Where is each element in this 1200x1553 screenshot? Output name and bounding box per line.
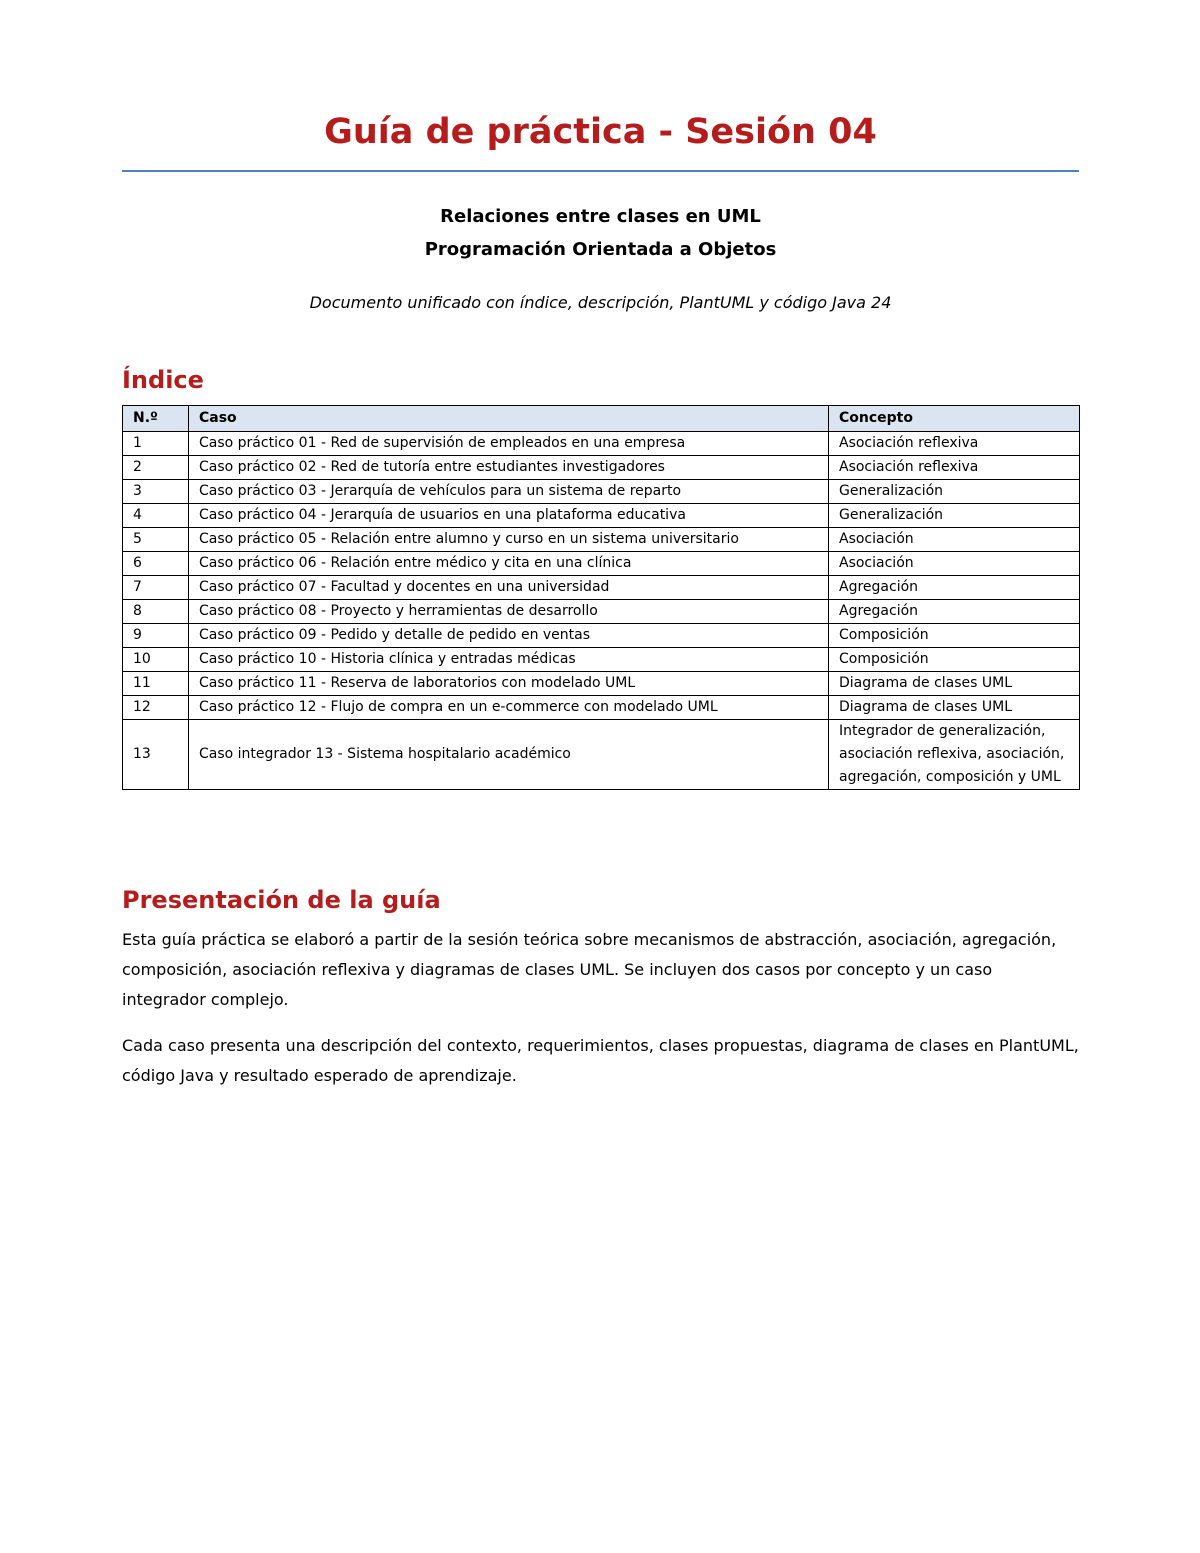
presentation-paragraph-1: Esta guía práctica se elaboró a partir de la sesión teórica sobre mecanismos de abstracción, asociación, agregación, composición, asociación reflexiva y diagramas de clases UML. Se incluyen dos casos por concepto y un caso integrador complejo. [122,930,1057,1009]
cell-num: 1 [123,432,189,456]
table-header-row [123,406,1080,432]
cell-caso: Caso práctico 09 - Pedido y detalle de pedido en ventas [189,624,829,648]
column-header-concepto: Concepto [829,406,1080,432]
table-row [123,600,1080,624]
cell-num: 8 [123,600,189,624]
cell-caso: Caso práctico 12 - Flujo de compra en un e-commerce con modelado UML [189,696,829,720]
table-row [123,456,1080,480]
cell-num: 12 [123,696,189,720]
table-row [123,720,1080,790]
cell-caso: Caso práctico 11 - Reserva de laboratorios con modelado UML [189,672,829,696]
cell-caso: Caso práctico 03 - Jerarquía de vehículos para un sistema de reparto [189,480,829,504]
column-header-num: N.º [123,406,189,432]
cell-num: 4 [123,504,189,528]
cell-caso: Caso práctico 06 - Relación entre médico y cita en una clínica [189,552,829,576]
cell-caso: Caso práctico 07 - Facultad y docentes en una universidad [189,576,829,600]
presentation-paragraph-2: Cada caso presenta una descripción del contexto, requerimientos, clases propuestas, diagrama de clases en PlantUML, código Java y resultado esperado de aprendizaje. [122,1036,1079,1085]
table-row [123,696,1080,720]
index-heading: Índice [122,366,204,394]
cell-caso: Caso práctico 05 - Relación entre alumno y curso en un sistema universitario [189,528,829,552]
cell-concepto: Asociación [829,528,1080,552]
table-row [123,672,1080,696]
cell-num: 7 [123,576,189,600]
cell-num: 3 [123,480,189,504]
cell-concepto: Generalización [829,504,1080,528]
table-row [123,648,1080,672]
document-tagline: Documento unificado con índice, descripción, PlantUML y código Java 24 [309,293,892,312]
cell-num: 10 [123,648,189,672]
table-row [123,432,1080,456]
cell-num: 6 [123,552,189,576]
cell-concepto: Composición [829,624,1080,648]
document-title: Guía de práctica - Sesión 04 [324,112,877,152]
cell-concepto: Generalización [829,480,1080,504]
cell-concepto: Integrador de generalización, asociación reflexiva, asociación, agregación, composición y UML [829,720,1080,790]
presentation-heading: Presentación de la guía [122,886,441,914]
cell-concepto: Agregación [829,600,1080,624]
table-row [123,480,1080,504]
cell-num: 9 [123,624,189,648]
table-row [123,552,1080,576]
table-row [123,624,1080,648]
table-row [123,576,1080,600]
index-table [122,405,1080,790]
cell-concepto: Composición [829,648,1080,672]
cell-caso: Caso práctico 10 - Historia clínica y entradas médicas [189,648,829,672]
cell-concepto: Asociación reflexiva [829,432,1080,456]
cell-concepto: Asociación reflexiva [829,456,1080,480]
cell-caso: Caso práctico 02 - Red de tutoría entre estudiantes investigadores [189,456,829,480]
subtitle-course: Programación Orientada a Objetos [424,239,777,260]
table-row [123,504,1080,528]
cell-num: 5 [123,528,189,552]
cell-caso: Caso práctico 08 - Proyecto y herramientas de desarrollo [189,600,829,624]
cell-caso: Caso integrador 13 - Sistema hospitalario académico [189,720,829,790]
cell-num: 13 [123,720,189,790]
cell-concepto: Diagrama de clases UML [829,696,1080,720]
cell-num: 11 [123,672,189,696]
table-row [123,528,1080,552]
title-divider [122,170,1079,172]
cell-caso: Caso práctico 04 - Jerarquía de usuarios en una plataforma educativa [189,504,829,528]
cell-num: 2 [123,456,189,480]
cell-caso: Caso práctico 01 - Red de supervisión de empleados en una empresa [189,432,829,456]
subtitle-topic: Relaciones entre clases en UML [440,206,761,227]
cell-concepto: Asociación [829,552,1080,576]
cell-concepto: Diagrama de clases UML [829,672,1080,696]
column-header-caso: Caso [189,406,829,432]
cell-concepto: Agregación [829,576,1080,600]
